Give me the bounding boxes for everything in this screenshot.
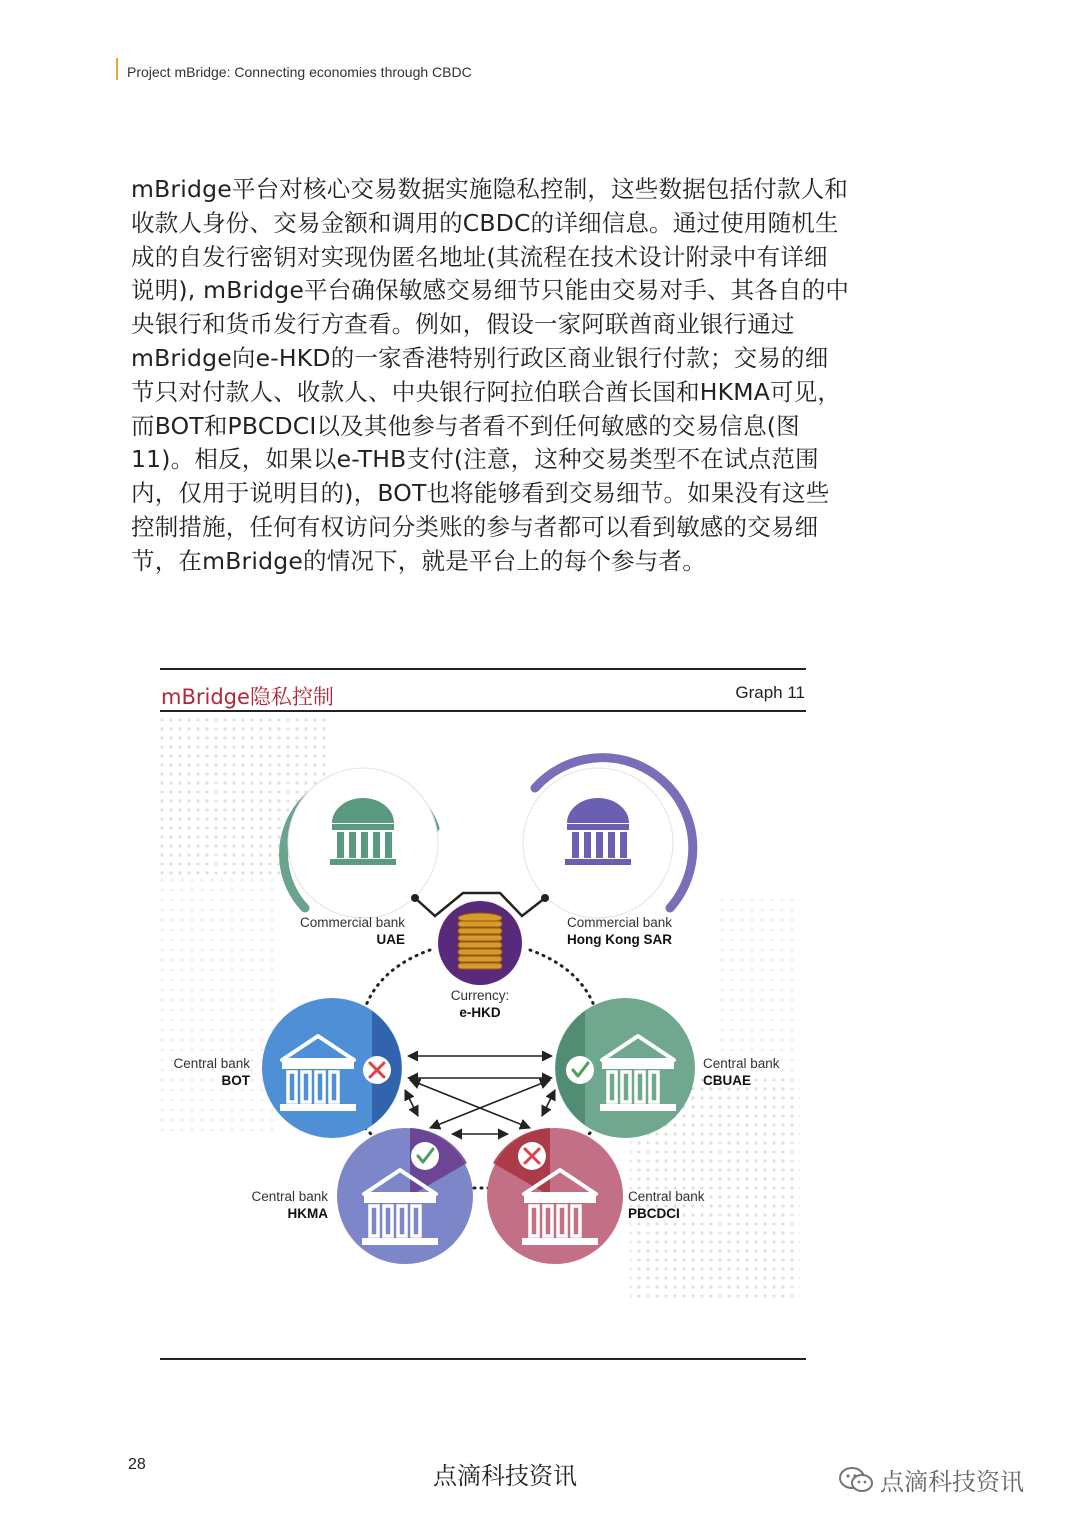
figure-title-rule (160, 710, 806, 712)
label-cb-uae-line2: UAE (376, 932, 405, 947)
arrow-bot-pbcdci (410, 1080, 530, 1128)
label-hkma-line1: Central bank (251, 1189, 328, 1204)
watermark (838, 1462, 1024, 1497)
label-bot-line2: BOT (221, 1073, 250, 1088)
arrow-bot-hkma (405, 1090, 418, 1116)
figure-bottom-rule (160, 1358, 806, 1360)
running-header: Project mBridge: Connecting economies through CBDC (127, 64, 472, 80)
figure-top-rule (160, 668, 806, 670)
central-bank-hkma-node (337, 1128, 473, 1264)
dotted-link-right (530, 950, 595, 1008)
arrow-cbuae-hkma (430, 1080, 550, 1128)
wechat-icon (838, 1466, 874, 1494)
label-cb-hk-line1: Commercial bank (567, 915, 673, 930)
watermark-text: 点滴科技资讯 (880, 1468, 1024, 1496)
commercial-bank-hk-node (523, 758, 693, 918)
footer-caption: 点滴科技资讯 (433, 1462, 577, 1490)
currency-coin-stack (438, 901, 522, 985)
check-icon-hkma (411, 1142, 439, 1170)
check-icon-cbuae (566, 1056, 594, 1084)
privacy-control-diagram (160, 718, 806, 1348)
label-pbcdci-line2: PBCDCI (628, 1206, 680, 1221)
header-accent-bar (116, 58, 118, 80)
label-currency-line2: e-HKD (459, 1005, 501, 1020)
label-currency-line1: Currency: (450, 988, 510, 1003)
body-paragraph: mBridge平台对核心交易数据实施隐私控制，这些数据包括付款人和收款人身份、交易金额和调用的CBDC的详细信息。通过使用随机生成的自发行密钥对实现伪匿名地址(其流程在技术设计附录中有详细说明), mBridge平台确保敏感交易细节只能由交易对手、其各自的中央银行和货币发行方查看。例如，假设一家阿联酋商业银行通过mBridge向e-HKD的一家香港特别行政区商业银行付款；交易的细节只对付款人、收款人、中央银行阿拉伯联合酋长国和HKMA可见，而BOT和PBCDCI以及其他参与者看不到任何敏感的交易信息(图11)。相反，如果以e-THB支付(注意，这种交易类型不在试点范围内，仅用于说明目的)，BOT也将能够看到交易细节。如果没有这些控制措施，任何有权访问分类账的参与者都可以看到敏感的交易细节，在mBridge的情况下，就是平台上的每个参与者。 (131, 175, 850, 575)
dot-texture-left (160, 878, 280, 1138)
label-cbuae-line1: Central bank (703, 1056, 780, 1071)
central-bank-cbuae-node (555, 998, 695, 1138)
arrow-cbuae-pbcdci (542, 1090, 555, 1116)
label-cb-uae-line1: Commercial bank (299, 915, 405, 930)
label-hkma-line2: HKMA (287, 1206, 328, 1221)
label-pbcdci-line1: Central bank (628, 1189, 705, 1204)
label-cbuae-line2: CBUAE (703, 1073, 752, 1088)
central-bank-pbcdci-node (487, 1128, 623, 1264)
dotted-link-left (365, 950, 430, 1008)
figure-title: mBridge隐私控制 (161, 685, 334, 709)
central-bank-bot-node (262, 998, 402, 1138)
dot-texture-right (720, 898, 800, 1078)
label-bot-line1: Central bank (173, 1056, 250, 1071)
page-number: 28 (128, 1456, 146, 1473)
label-cb-hk-line2: Hong Kong SAR (567, 932, 672, 947)
figure-label: Graph 11 (735, 683, 805, 702)
